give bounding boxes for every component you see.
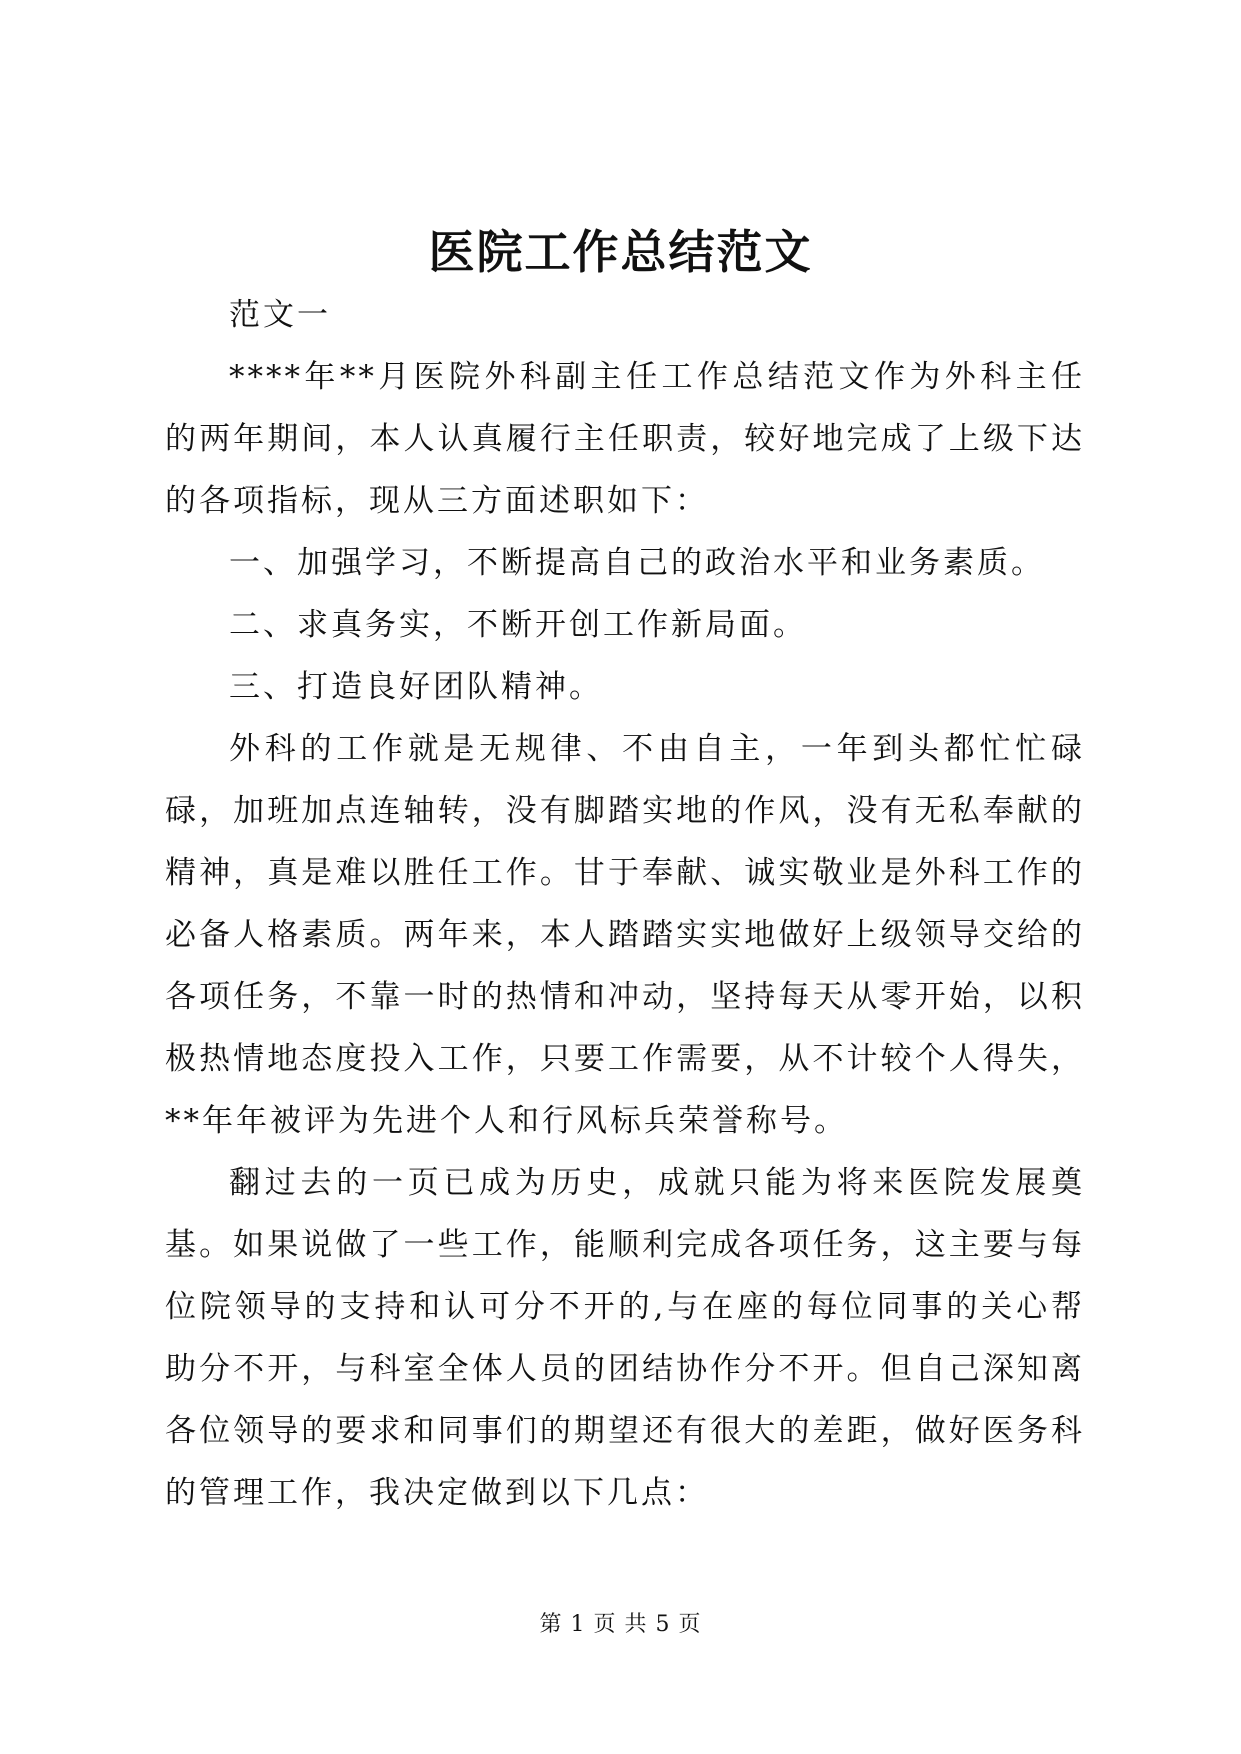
paragraph-point-3: 三、打造良好团队精神。: [229, 669, 603, 705]
paragraph-heading-fanwen-1: 范文一: [229, 297, 331, 333]
paragraph-point-2: 二、求真务实，不断开创工作新局面。: [229, 607, 807, 643]
paragraph-looking-forward: 翻过去的一页已成为历史，成就只能为将来医院发展奠基。如果说做了一些工作，能顺利完成各项任务，这主要与每位院领导的支持和认可分不开的,与在座的每位同事的关心帮助分不开，与科室全体人员的团结协作分不开。但自己深知离各位领导的要求和同事们的期望还有很大的差距，做好医务科的管理工作，我决定做到以下几点：: [165, 1165, 1085, 1511]
page-footer: 第 1 页 共 5 页: [539, 1612, 702, 1637]
document-body: [165, 284, 1085, 1524]
paragraph-point-1: 一、加强学习，不断提高自己的政治水平和业务素质。: [229, 545, 1045, 581]
paragraph-surgery-work: 外科的工作就是无规律、不由自主，一年到头都忙忙碌碌，加班加点连轴转，没有脚踏实地的作风，没有无私奉献的精神，真是难以胜任工作。甘于奉献、诚实敬业是外科工作的必备人格素质。两年来，本人踏踏实实地做好上级领导交给的各项任务，不靠一时的热情和冲动，坚持每天从零开始，以积极热情地态度投入工作，只要工作需要，从不计较个人得失，**年年被评为先进个人和行风标兵荣誉称号。: [165, 731, 1085, 1139]
document-title: 医院工作总结范文: [428, 225, 813, 279]
paragraph-intro: ****年**月医院外科副主任工作总结范文作为外科主任的两年期间，本人认真履行主任职责，较好地完成了上级下达的各项指标，现从三方面述职如下：: [165, 359, 1085, 519]
